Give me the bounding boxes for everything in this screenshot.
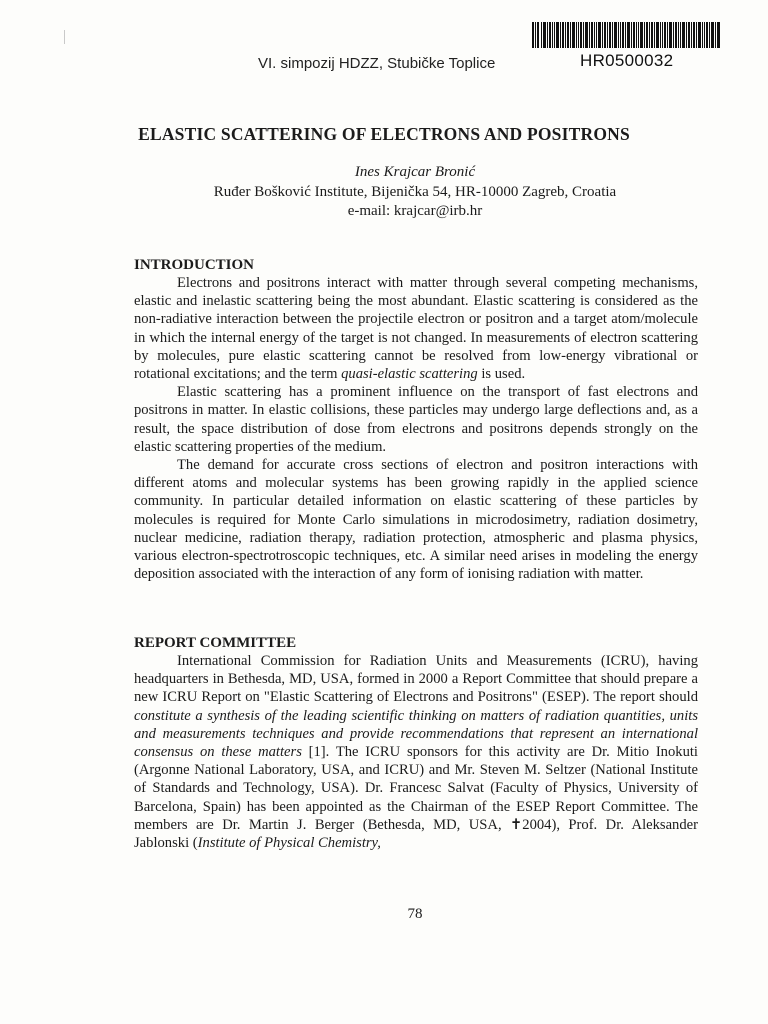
paragraph-text: International Commission for Radiation Units and Measurements (ICRU), having headquarters in Bethesda, MD, USA, formed in 2000 a Report Committee that should prepare a new ICRU Report on "Elastic Scattering of Electrons and Positrons" (ESEP). The report should [134, 653, 698, 706]
author-affiliation: Ruđer Bošković Institute, Bijenička 54, HR-10000 Zagreb, Croatia [213, 184, 617, 200]
report-number: HR0500032 [580, 51, 674, 70]
paragraph [134, 274, 698, 383]
paragraph: Elastic scattering has a prominent influence on the transport of fast electrons and positrons in matter. In elastic collisions, these particles may undergo large deflections and, as a result, the space distribution of dose from electrons and positrons depends strongly on the elastic scattering properties of the medium. [134, 384, 698, 455]
author-name: Ines Krajcar Bronić [354, 164, 476, 180]
paragraph-text: Electrons and positrons interact with matter through several competing mechanisms, elastic and inelastic scattering being the most abundant. Elastic scattering is considered as the non-radiative interaction between the projectile electron or positron and a target atom/molecule in which the internal energy of the target is not changed. In measurements of electron scattering by molecules, pure elastic scattering cannot be resolved from low-energy vibrational or rotational excitations; and the term [134, 275, 698, 383]
section-heading: REPORT COMMITTEE [134, 635, 297, 651]
section-heading: INTRODUCTION [134, 257, 255, 273]
paragraph-text: is used. [477, 366, 526, 383]
paper-title: ELASTIC SCATTERING OF ELECTRONS AND POSITRONS [138, 124, 630, 144]
emphasis-text: quasi-elastic scattering [341, 366, 478, 383]
introduction-section [134, 256, 698, 583]
paragraph: The demand for accurate cross sections of electron and positron interactions with different atoms and molecular systems has been growing rapidly in the applied science community. In particular detailed information on elastic scattering of these particles by molecules is required for Monte Carlo simulations in microdosimetry, radiation dosimetry, nuclear medicine, radiation therapy, radiation protection, atmospheric and plasma physics, various electron-spectrotroscopic techniques, etc. A similar need arises in modeling the energy deposition associated with the interaction of any form of ionising radiation with matter. [134, 457, 698, 583]
barcode-image [532, 22, 720, 48]
conference-header: VI. simpozij HDZZ, Stubičke Toplice [258, 55, 496, 72]
paragraph-text: [1]. The ICRU sponsors for this activity are Dr. Mitio Inokuti (Argonne National Laboratory, USA, and ICRU) and Mr. Steven M. Seltzer (National Institute of Standards and Technology, USA). Dr. Francesc Salvat (Faculty of Physics, University of Barcelona, Spain) has been appointed as the Chairman of the ESEP Report Committee. The members are Dr. Martin J. Berger (Bethesda, MD, USA, ✝2004), Prof. Dr. Aleksander Jablonski ( [134, 744, 698, 852]
report-committee-section [134, 634, 698, 852]
emphasis-text: constitute a synthesis of the leading scientific thinking on matters of radiation quantities, units and measurements techniques and provide recommendations that represent an international consensus on these matters [134, 707, 698, 761]
page-number: 78 [407, 906, 423, 922]
paragraph [134, 652, 698, 852]
emphasis-text: Institute of Physical Chemistry, [197, 835, 381, 852]
author-email: e-mail: krajcar@irb.hr [347, 203, 483, 219]
scan-margin-mark [64, 30, 65, 44]
